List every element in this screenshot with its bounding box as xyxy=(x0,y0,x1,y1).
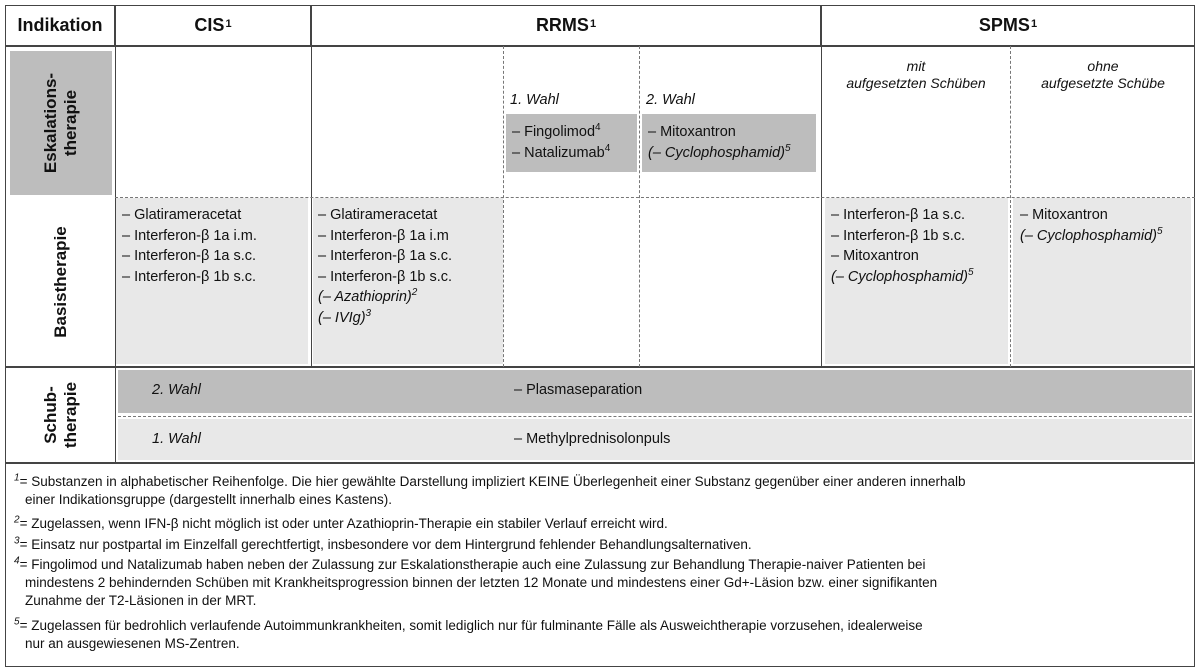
list-item: – Interferon-β 1b s.c. xyxy=(831,227,966,244)
list-item: – Interferon-β 1b s.c. xyxy=(122,268,257,285)
footnote-2-line-1: = Zugelassen, wenn IFN-β nicht möglich ist oder unter Azathioprin-Therapie ein stabiler Verlauf erreicht wird. xyxy=(19,516,668,531)
basis-cis-list xyxy=(122,205,257,287)
row-label-eskalation xyxy=(10,51,112,195)
list-item: – Interferon-β 1a i.m xyxy=(318,227,449,244)
footnote-4-line-3: Zunahme der T2-Läsionen in der MRT. xyxy=(25,593,257,608)
footnote-3-mark: 3 xyxy=(14,535,20,547)
footnote-4 xyxy=(14,556,1186,610)
footnote-4-line-1: = Fingolimod und Natalizumab haben neben der Zulassung zur Eskalationstherapie auch eine Zulassung zur Behandlung Therapie-naiver Patienten bei xyxy=(19,557,926,572)
rrms-divider-1 xyxy=(503,46,504,367)
eskalation-item-natalizumab-text: – Natalizumab xyxy=(512,144,605,161)
eskalation-item-natalizumab-sup: 4 xyxy=(604,142,611,154)
header-rrms xyxy=(311,5,821,46)
list-item-text: (– Azathioprin) xyxy=(318,289,412,305)
list-item-sup: 5 xyxy=(968,266,974,278)
eskalation-item-cyclophosphamid xyxy=(648,143,816,164)
footnote-5 xyxy=(14,617,1186,653)
basis-rrms-list xyxy=(318,205,452,328)
row-label-basis xyxy=(10,200,112,364)
eskalation-item-cyclophosphamid-sup: 5 xyxy=(785,142,791,154)
footnote-3 xyxy=(14,536,1186,554)
list-item: – Interferon-β 1a i.m. xyxy=(122,227,257,244)
eskalation-wahl2-box xyxy=(642,114,816,172)
schub-col-divider xyxy=(115,367,116,463)
list-item-sup: 2 xyxy=(411,287,418,299)
list-item-sup: 3 xyxy=(365,307,372,319)
schub-wahl1-bar xyxy=(118,419,1192,460)
rrms-divider-2 xyxy=(639,46,640,367)
list-item: – Glatirameracetat xyxy=(122,207,242,223)
list-item-text: (– Cyclophosphamid) xyxy=(831,268,969,285)
header-rrms-label: RRMS xyxy=(535,15,589,35)
eskalation-item-natalizumab xyxy=(512,143,637,164)
row-label-eskalation-text: Eskalations- therapie xyxy=(41,72,80,174)
footnote-1-line-2: einer Indikationsgruppe (dargestellt innerhalb eines Kastens). xyxy=(25,492,392,507)
eskalation-item-cyclophosphamid-text: (– Cyclophosphamid) xyxy=(648,144,786,161)
eskalation-item-mitoxantron-text: – Mitoxantron xyxy=(648,124,736,140)
footnote-4-mark: 4 xyxy=(14,555,20,567)
header-cis-label: CIS xyxy=(194,15,225,35)
list-item: – Mitoxantron xyxy=(831,248,919,264)
list-item: – Mitoxantron xyxy=(1020,207,1108,223)
list-item-text: (– IVIg) xyxy=(318,309,366,326)
schub-wahl2-label: 2. Wahl xyxy=(152,382,201,398)
list-item-sup: 5 xyxy=(1157,225,1163,237)
footnote-1-mark: 1 xyxy=(14,472,20,484)
list-item xyxy=(318,287,452,308)
header-indikation xyxy=(5,5,115,46)
header-spms-sup: 1 xyxy=(1030,17,1038,30)
list-item: – Glatirameracetat xyxy=(318,207,438,223)
eskalation-wahl1-label: 1. Wahl xyxy=(510,92,559,108)
row-label-schub-text: Schub- therapie xyxy=(40,381,80,449)
list-item: – Interferon-β 1a s.c. xyxy=(122,248,257,264)
eskalation-item-fingolimod xyxy=(512,122,637,143)
list-item xyxy=(831,267,974,288)
list-item: – Interferon-β 1b s.c. xyxy=(318,268,453,285)
schub-wahl2-text: – Plasmaseparation xyxy=(514,382,643,398)
eskalation-item-mitoxantron xyxy=(648,122,816,143)
footnote-4-line-2: mindestens 2 behindernden Schüben mit Krankheitsprogression binnen der letzten 12 Monate und mindestens einer Gd+-Läsion bzw. einer signifikanten xyxy=(25,575,938,590)
header-rrms-sup: 1 xyxy=(589,17,597,30)
list-item xyxy=(1020,226,1163,247)
header-indikation-label: Indikation xyxy=(17,15,103,35)
header-spms-label: SPMS xyxy=(978,15,1030,35)
footnote-5-mark: 5 xyxy=(14,616,20,628)
header-cis xyxy=(115,5,311,46)
basis-spms-mit-list xyxy=(831,205,974,287)
list-item: – Interferon-β 1a s.c. xyxy=(831,207,966,223)
schub-wahl2-bar xyxy=(118,370,1192,413)
col-divider-cis xyxy=(311,46,312,367)
header-spms xyxy=(821,5,1195,46)
footnote-5-line-2: nur an ausgewiesenen MS-Zentren. xyxy=(25,636,240,651)
eskalation-wahl2-label: 2. Wahl xyxy=(646,92,695,108)
row-label-schub xyxy=(10,370,112,460)
schub-divider-dashed xyxy=(118,416,1192,417)
list-item: – Interferon-β 1a s.c. xyxy=(318,248,453,264)
basis-spms-ohne-list xyxy=(1020,205,1163,246)
spms-divider xyxy=(1010,46,1011,367)
eskalation-wahl1-box xyxy=(506,114,637,172)
spms-sub-ohne: ohne aufgesetzte Schübe xyxy=(1041,58,1165,91)
eskalation-item-fingolimod-text: – Fingolimod xyxy=(512,124,596,140)
spms-sub-mit: mit aufgesetzten Schüben xyxy=(846,58,986,91)
footnote-1 xyxy=(14,473,1186,509)
col-divider-rrms xyxy=(821,46,822,367)
row-label-basis-text: Basistherapie xyxy=(51,226,70,338)
footnote-5-line-1: = Zugelassen für bedrohlich verlaufende Autoimmunkrankheiten, somit lediglich nur für fulminante Fälle als Ausweichtherapie vorzusehen, idealerweise xyxy=(19,618,923,633)
footnote-1-line-1: = Substanzen in alphabetischer Reihenfolge. Die hier gewählte Darstellung impliziert KEINE Überlegenheit einer Substanz gegenüber einer anderen innerhalb xyxy=(19,474,966,489)
footnote-2 xyxy=(14,515,1186,533)
eskalation-item-fingolimod-sup: 4 xyxy=(595,122,601,134)
schub-wahl1-label: 1. Wahl xyxy=(152,431,201,447)
list-item-text: (– Cyclophosphamid) xyxy=(1020,227,1158,244)
header-cis-sup: 1 xyxy=(225,17,232,30)
footnote-2-mark: 2 xyxy=(14,514,20,526)
row-divider-dashed xyxy=(115,197,1195,198)
list-item xyxy=(318,308,452,329)
footnote-3-line-1: = Einsatz nur postpartal im Einzelfall gerechtfertigt, insbesondere vor dem Hintergrund fehlender Behandlungsalternativen. xyxy=(19,537,752,552)
schub-wahl1-text: – Methylprednisolonpuls xyxy=(514,431,671,447)
